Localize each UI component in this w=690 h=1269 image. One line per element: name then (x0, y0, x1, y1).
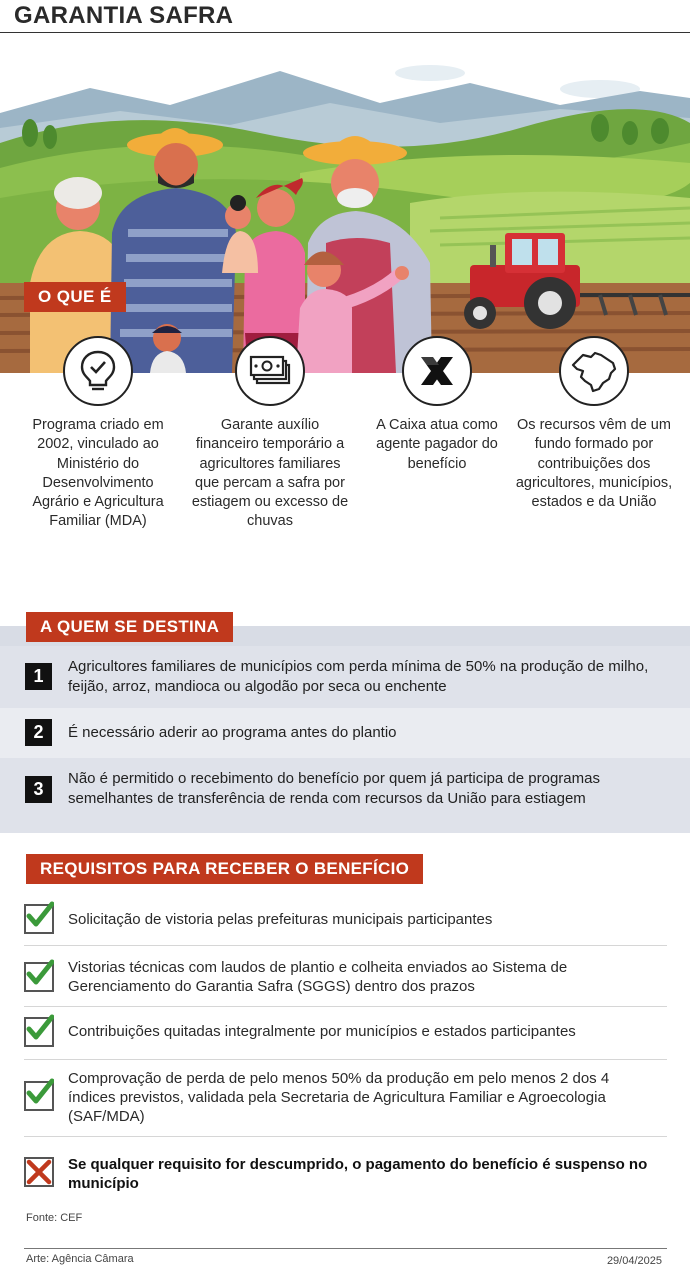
lightbulb-check-icon (63, 336, 133, 406)
list-item (24, 1153, 667, 1193)
page-title: GARANTIA SAFRA (14, 2, 234, 29)
quem-badge: A QUEM SE DESTINA (26, 612, 233, 642)
list-item-text: Comprovação de perda de pelo menos 50% da produção em pelo menos 2 dos 4 índices previstos, validada pela Secretaria de Agricultura Familiar e Agroecologia (SAF/MDA) (68, 1070, 610, 1125)
list-item-text: Contribuições quitadas integralmente por municípios e estados participantes (68, 1023, 576, 1040)
oque-badge: O QUE É (24, 282, 126, 312)
source-note: Fonte: CEF (26, 1212, 83, 1224)
credit-note: Arte: Agência Câmara (26, 1253, 134, 1265)
info-item-recursos (514, 336, 674, 512)
cross-icon (24, 1157, 54, 1187)
info-item-auxilio (190, 336, 350, 532)
divider (24, 1059, 667, 1060)
number-badge: 2 (25, 719, 52, 746)
footer-divider (24, 1248, 667, 1249)
number-badge: 1 (25, 663, 52, 690)
info-text: Programa criado em 2002, vinculado ao Ministério do Desenvolvimento Agrário e Agricultura Familiar (MDA) (32, 417, 164, 530)
divider (24, 945, 667, 946)
list-item (0, 708, 690, 758)
list-item-text: Vistorias técnicas com laudos de plantio e colheita enviados ao Sistema de Gerenciamento do Garantia Safra (SGGS) dentro dos prazos (68, 959, 568, 995)
list-item-text: Não é permitido o recebimento do benefício por quem já participa de programas semelhantes de transferência de renda com recursos da União para estiagem (68, 770, 600, 807)
list-item-text: Agricultores familiares de municípios com perda mínima de 50% na produção de milho, feijão, arroz, mandioca ou algodão por seca ou enchente (68, 658, 649, 695)
list-item-text: Solicitação de vistoria pelas prefeituras municipais participantes (68, 911, 493, 928)
list-item (0, 646, 690, 708)
list-item (24, 1015, 667, 1049)
check-icon (24, 1017, 54, 1047)
money-bills-icon (235, 336, 305, 406)
brazil-map-icon (559, 336, 629, 406)
requisitos-badge: REQUISITOS PARA RECEBER O BENEFÍCIO (26, 854, 423, 884)
list-item (24, 958, 667, 998)
list-item (0, 758, 690, 833)
publication-date: 29/04/2025 (606, 1255, 662, 1267)
list-item (24, 1069, 667, 1127)
info-text: Os recursos vêm de um fundo formado por contribuições dos agricultores, municípios, estados e da União (515, 417, 673, 511)
divider (24, 1136, 667, 1137)
info-text: Garante auxílio financeiro temporário a agricultores familiares que percam a safra por estiagem ou excesso de chuvas (191, 417, 349, 530)
list-item (24, 902, 667, 936)
divider (24, 1006, 667, 1007)
farm-family-illustration (0, 33, 690, 373)
list-item-text: Se qualquer requisito for descumprido, o pagamento do benefício é suspenso no município (68, 1156, 648, 1192)
number-badge: 3 (25, 776, 52, 803)
check-icon (24, 1081, 54, 1111)
caixa-logo-icon (402, 336, 472, 406)
list-item-text: É necessário aderir ao programa antes do plantio (68, 724, 397, 741)
info-item-programa (18, 336, 178, 532)
check-icon (24, 962, 54, 992)
info-text: A Caixa atua como agente pagador do benefício (376, 417, 498, 472)
info-item-caixa (357, 336, 517, 474)
check-icon (24, 904, 54, 934)
hero-illustration (0, 33, 690, 373)
